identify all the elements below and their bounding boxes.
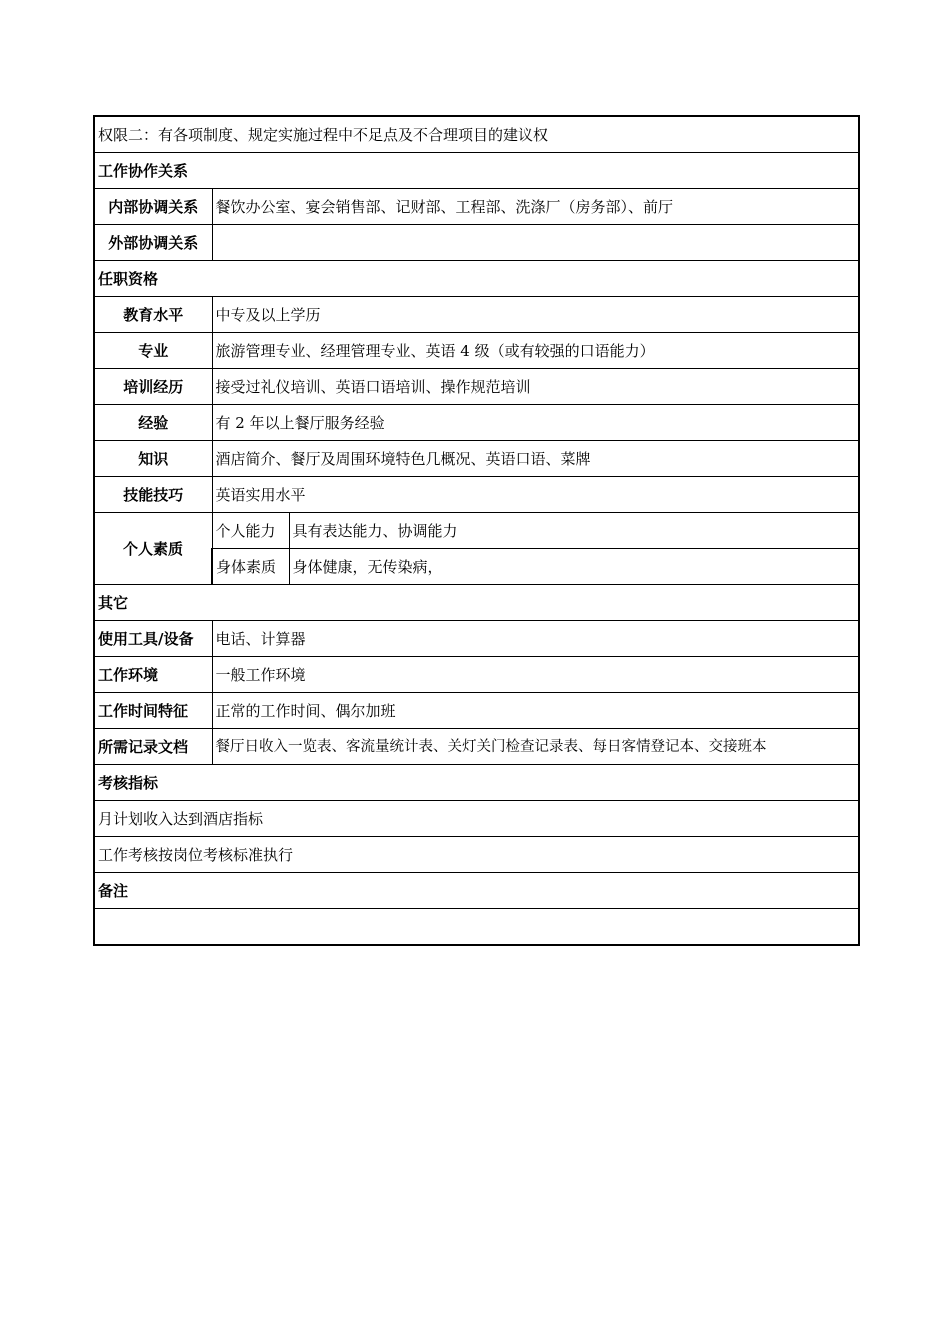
value-work-time: 正常的工作时间、偶尔加班 <box>212 693 859 729</box>
label-documents: 所需记录文档 <box>94 729 212 765</box>
label-skills: 技能技巧 <box>94 477 212 513</box>
label-internal-coordination: 内部协调关系 <box>94 189 212 225</box>
label-personal-ability: 个人能力 <box>212 513 289 549</box>
value-major: 旅游管理专业、经理管理专业、英语 4 级（或有较强的口语能力） <box>212 333 859 369</box>
section-remarks <box>94 873 859 909</box>
label-knowledge: 知识 <box>94 441 212 477</box>
row-assessment-2 <box>94 837 859 873</box>
row-training <box>94 369 859 405</box>
row-remarks <box>94 909 859 946</box>
row-skills <box>94 477 859 513</box>
remarks-value <box>94 909 859 946</box>
label-education: 教育水平 <box>94 297 212 333</box>
value-experience: 有 2 年以上餐厅服务经验 <box>212 405 859 441</box>
label-tools: 使用工具/设备 <box>94 621 212 657</box>
job-description-table <box>93 115 860 946</box>
row-experience <box>94 405 859 441</box>
row-assessment-1 <box>94 801 859 837</box>
label-major: 专业 <box>94 333 212 369</box>
assessment-item-1: 月计划收入达到酒店指标 <box>94 801 859 837</box>
row-education <box>94 297 859 333</box>
value-physical-quality: 身体健康，无传染病， <box>289 549 859 585</box>
section-cooperation <box>94 153 859 189</box>
value-documents: 餐厅日收入一览表、客流量统计表、关灯关门检查记录表、每日客情登记本、交接班本 <box>212 729 859 765</box>
assessment-item-2: 工作考核按岗位考核标准执行 <box>94 837 859 873</box>
row-environment <box>94 657 859 693</box>
section-title-assessment: 考核指标 <box>94 765 859 801</box>
authority-text: 权限二：有各项制度、规定实施过程中不足点及不合理项目的建议权 <box>94 116 859 153</box>
label-training: 培训经历 <box>94 369 212 405</box>
row-internal-coordination <box>94 189 859 225</box>
label-work-time: 工作时间特征 <box>94 693 212 729</box>
label-personal-quality: 个人素质 <box>94 513 212 585</box>
section-assessment <box>94 765 859 801</box>
row-external-coordination <box>94 225 859 261</box>
section-qualifications <box>94 261 859 297</box>
label-environment: 工作环境 <box>94 657 212 693</box>
authority-row <box>94 116 859 153</box>
section-title-cooperation: 工作协作关系 <box>94 153 859 189</box>
row-tools <box>94 621 859 657</box>
row-personal-ability <box>94 513 859 549</box>
section-title-remarks: 备注 <box>94 873 859 909</box>
label-experience: 经验 <box>94 405 212 441</box>
value-training: 接受过礼仪培训、英语口语培训、操作规范培训 <box>212 369 859 405</box>
value-skills: 英语实用水平 <box>212 477 859 513</box>
value-personal-ability: 具有表达能力、协调能力 <box>289 513 859 549</box>
value-environment: 一般工作环境 <box>212 657 859 693</box>
value-external-coordination <box>212 225 859 261</box>
value-knowledge: 酒店简介、餐厅及周围环境特色几概况、英语口语、菜牌 <box>212 441 859 477</box>
section-title-other: 其它 <box>94 585 859 621</box>
row-knowledge <box>94 441 859 477</box>
label-external-coordination: 外部协调关系 <box>94 225 212 261</box>
section-title-qualifications: 任职资格 <box>94 261 859 297</box>
value-tools: 电话、计算器 <box>212 621 859 657</box>
section-other <box>94 585 859 621</box>
value-education: 中专及以上学历 <box>212 297 859 333</box>
row-major <box>94 333 859 369</box>
value-internal-coordination: 餐饮办公室、宴会销售部、记财部、工程部、洗涤厂（房务部）、前厅 <box>212 189 859 225</box>
row-documents <box>94 729 859 765</box>
label-physical-quality: 身体素质 <box>212 549 289 585</box>
row-work-time <box>94 693 859 729</box>
